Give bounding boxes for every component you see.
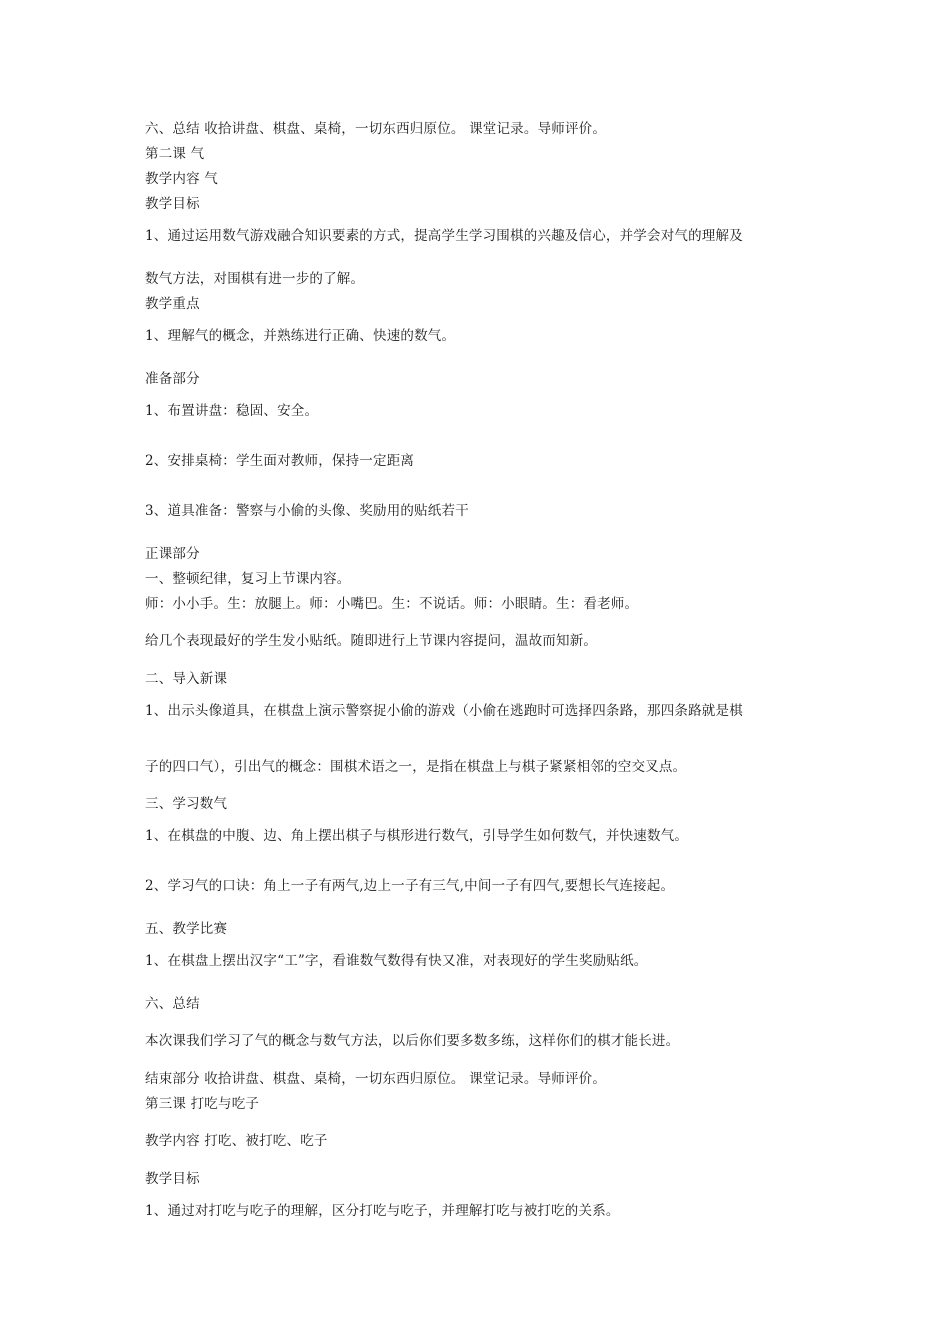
text-line: 一、整顿纪律，复习上节课内容。 bbox=[145, 571, 351, 587]
text-line: 1、理解气的概念，并熟练进行正确、快速的数气。 bbox=[145, 328, 456, 344]
section-heading: 教学目标 bbox=[145, 196, 200, 212]
text-line: 2、安排桌椅：学生面对教师，保持一定距离 bbox=[145, 453, 415, 469]
text-line: 1、通过对打吃与吃子的理解，区分打吃与吃子，并理解打吃与被打吃的关系。 bbox=[145, 1203, 620, 1219]
text-line: 结束部分 收拾讲盘、棋盘、桌椅，一切东西归原位。 课堂记录。导师评价。 bbox=[145, 1071, 607, 1087]
text-line: 数气方法，对围棋有进一步的了解。 bbox=[145, 271, 365, 287]
text-line: 2、学习气的口诀：角上一子有两气,边上一子有三气,中间一子有四气,要想长气连接起。 bbox=[145, 878, 675, 894]
text-line: 给几个表现最好的学生发小贴纸。随即进行上节课内容提问，温故而知新。 bbox=[145, 633, 598, 649]
text-line: 1、出示头像道具，在棋盘上演示警察捉小偷的游戏（小偷在逃跑时可选择四条路，那四条路就是棋 bbox=[145, 703, 743, 719]
section-heading: 三、学习数气 bbox=[145, 796, 228, 812]
text-line: 3、道具准备：警察与小偷的头像、奖励用的贴纸若干 bbox=[145, 503, 469, 519]
section-heading: 教学重点 bbox=[145, 296, 200, 312]
text-line: 1、通过运用数气游戏融合知识要素的方式，提高学生学习围棋的兴趣及信心，并学会对气的理解及 bbox=[145, 228, 743, 244]
section-heading: 教学目标 bbox=[145, 1171, 200, 1187]
text-line: 本次课我们学习了气的概念与数气方法，以后你们要多数多练，这样你们的棋才能长进。 bbox=[145, 1033, 680, 1049]
section-heading: 五、教学比赛 bbox=[145, 921, 228, 937]
text-line: 师：小小手。生：放腿上。师：小嘴巴。生：不说话。师：小眼睛。生：看老师。 bbox=[145, 596, 639, 612]
text-line: 子的四口气），引出气的概念：围棋术语之一，是指在棋盘上与棋子紧紧相邻的空交叉点。 bbox=[145, 759, 687, 775]
text-line: 1、在棋盘上摆出汉字“工”字，看谁数气数得有快又准，对表现好的学生奖励贴纸。 bbox=[145, 953, 648, 969]
text-line: 1、布置讲盘：稳固、安全。 bbox=[145, 403, 319, 419]
text-line: 教学内容 打吃、被打吃、吃子 bbox=[145, 1133, 328, 1149]
section-heading: 六、总结 bbox=[145, 996, 200, 1012]
text-line: 六、总结 收拾讲盘、棋盘、桌椅，一切东西归原位。 课堂记录。导师评价。 bbox=[145, 121, 607, 137]
section-heading: 二、导入新课 bbox=[145, 671, 228, 687]
text-line: 教学内容 气 bbox=[145, 171, 218, 187]
lesson-heading: 第三课 打吃与吃子 bbox=[145, 1096, 260, 1112]
section-heading: 正课部分 bbox=[145, 546, 200, 562]
text-line: 1、在棋盘的中腹、边、角上摆出棋子与棋形进行数气，引导学生如何数气，并快速数气。 bbox=[145, 828, 689, 844]
lesson-heading: 第二课 气 bbox=[145, 146, 205, 162]
section-heading: 准备部分 bbox=[145, 371, 200, 387]
